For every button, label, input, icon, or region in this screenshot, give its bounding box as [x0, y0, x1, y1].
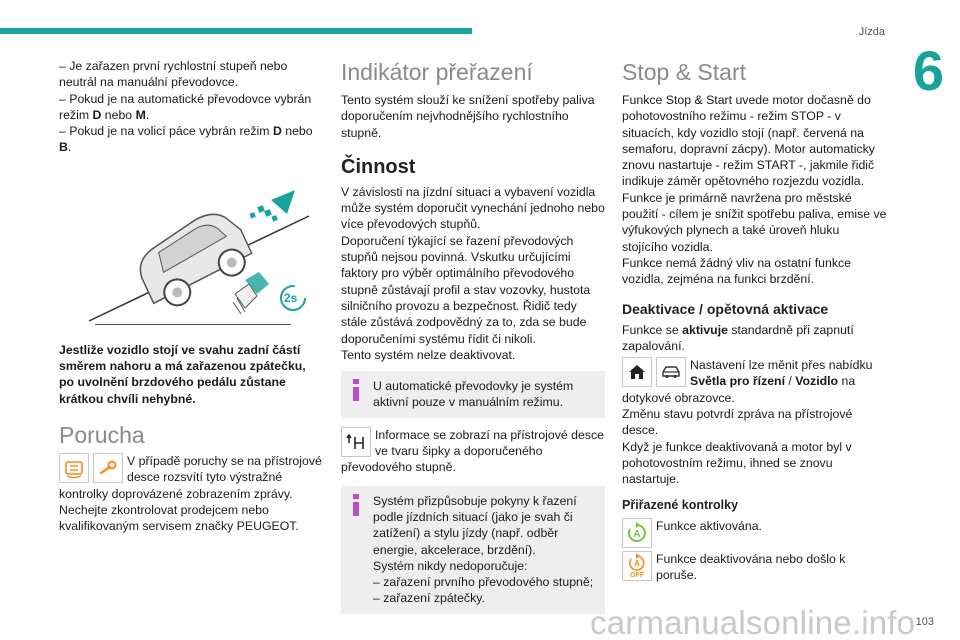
lamp-on-row [622, 518, 888, 548]
stop-start-text-3: Funkce nemá žádný vliv na ostatní funkce vozidla, zejména na funkci brzdění. [622, 255, 851, 287]
wrench-warning-icon [97, 457, 119, 479]
info-note-3: Systém přizpůsobuje pokyny k řazení podle jízdních situací (jako je svah či zatížení) a stylu jízdy (např. odběr energie, akcelerace, brzdění). Systém nikdy nedoporučuje: – zařazení prvního převodového stupně; – zařazení zpátečky. [341, 486, 605, 614]
vehicle-button-box [656, 357, 686, 387]
confirm-text: Změnu stavu potvrdí zpráva na přístrojové desce. [622, 407, 853, 438]
failure-text: V případě poruchy se na přístrojové desce rozsvítí tyto výstražné kontrolky doprovázené zobrazením zprávy. [59, 453, 322, 501]
gear-arrow-box [341, 427, 371, 457]
motion-arrow-icon [249, 190, 295, 222]
stop-start-off-icon [625, 553, 649, 579]
operation-heading: Činnost [341, 155, 416, 178]
lamp-off-label: OFF [630, 571, 644, 579]
gear-shift-arrow-icon [345, 431, 367, 453]
condition-list [59, 58, 324, 156]
gearbox-warning-icon [63, 457, 85, 479]
column-right [622, 58, 888, 583]
failure-block [59, 453, 324, 502]
top-accent-bar [0, 28, 472, 34]
operation-text-3: Tento systém nelze deaktivovat. [341, 347, 516, 362]
hill-caption: Jestliže vozidlo stojí ve svahu zadní částí směrem nahoru a má zařazenou zpátečku, po uvolnění brzdového pedálu zůstane krátkou chvíli nehybné. [59, 342, 306, 406]
lamps-heading: Přiřazené kontrolky [622, 497, 739, 512]
list-item: – Pokud je na volicí páce vybrán režim D nebo B. [59, 124, 313, 155]
info-icon [350, 379, 362, 401]
operation-text-2: Doporučení týkající se řazení převodových stupňů nejsou povinná. Vskutku určujícími faktory pro výběr optimálního převodového stupně zůstávají profil a stav vozovky, hustota silničního provozu a bezpečnost. Řidič tedy stále zůstává zodpovědný za to, zda se bude doporučeními systému řídit či nikoli. [341, 233, 591, 346]
settings-block [622, 357, 888, 406]
gear-indicator-heading: Indikátor přeřazení [341, 59, 533, 85]
info-icon [350, 494, 362, 516]
stop-start-text-2: Funkce je primárně navržena pro městské použití - cílem je snížit spotřebu paliva, emise ve výfukových plynech a také úroveň hluku stojícího vozidla. [622, 190, 887, 254]
deactivation-heading: Deaktivace / opětovná aktivace [622, 300, 829, 317]
home-button-box [622, 357, 652, 387]
operation-text-1: V závislosti na jízdní situaci a vybavení vozidla může systém doporučit vynechání jednoho nebo více převodových stupňů. [341, 184, 605, 232]
column-middle [341, 58, 605, 614]
lamp-off-row [622, 551, 888, 584]
info-note-1: U automatické převodovky je systém aktivní pouze v manuálním režimu. [341, 371, 605, 418]
home-icon [626, 361, 648, 383]
timer-2s-label: 2s [284, 290, 298, 305]
lamp-on-letter: A [633, 528, 641, 540]
page-number: 103 [915, 616, 934, 628]
gear-indicator-intro: Tento systém slouží ke snížení spotřeby paliva doporučením nejvhodnějšího rychlostního stupně. [341, 93, 595, 140]
gear-arrow-note: Informace se zobrazí na přístrojové desce ve tvaru šipky a doporučeného převodového stupně. [341, 427, 604, 475]
car-settings-icon [660, 361, 682, 383]
list-item: – Pokud je na automatické převodovce vybrán režim D nebo M. [59, 91, 312, 122]
stop-start-text-1: Funkce Stop & Start uvede motor dočasně do pohotovostního režimu - režim STOP - v situacích, kdy vozidlo stojí (např. červená na semaforu, dopravní zácpy). Motor automaticky znovu nastartuje - režim START -, jakmile řidič indikuje záměr opětovného rozjezdu vozidla. [622, 93, 875, 189]
watermark: carmanualsonline.info [590, 604, 916, 640]
restart-text: Když je funkce deaktivovaná a motor byl v pohotovostním režimu, ihned se znovu nastartuje. [622, 439, 852, 487]
settings-text: Nastavení lze měnit přes nabídku Světla pro řízení / Vozidlo na dotykové obrazovce. [622, 358, 873, 405]
lamp-off-text: Funkce deaktivována nebo došlo k poruše. [656, 551, 846, 582]
lamp-on-text: Funkce aktivována. [656, 518, 762, 533]
lamp-off-letter: A [634, 558, 640, 568]
stop-start-active-icon [625, 521, 649, 545]
pedal-foot-icon [233, 272, 269, 314]
deactivation-text: Funkce se aktivuje standardně při zapnutí zapalování. [622, 322, 854, 353]
service-lamp-box [93, 453, 123, 483]
lamp-on-box [622, 518, 652, 548]
list-item: – Je zařazen první rychlostní stupeň nebo neutrál na manuální převodovce. [59, 59, 288, 90]
column-left [59, 58, 324, 534]
hill-start-figure [59, 176, 324, 326]
section-name: Jízda [858, 26, 885, 38]
failure-advice: Nechejte zkontrolovat prodejcem nebo kvalifikovaným servisem značky PEUGEOT. [59, 502, 299, 534]
figure-divider [95, 324, 291, 325]
warning-lamp-box [59, 453, 89, 483]
lamp-off-box [622, 551, 652, 581]
chapter-number: 6 [912, 39, 944, 102]
stop-start-heading: Stop & Start [622, 59, 747, 85]
failure-heading: Porucha [59, 421, 145, 448]
